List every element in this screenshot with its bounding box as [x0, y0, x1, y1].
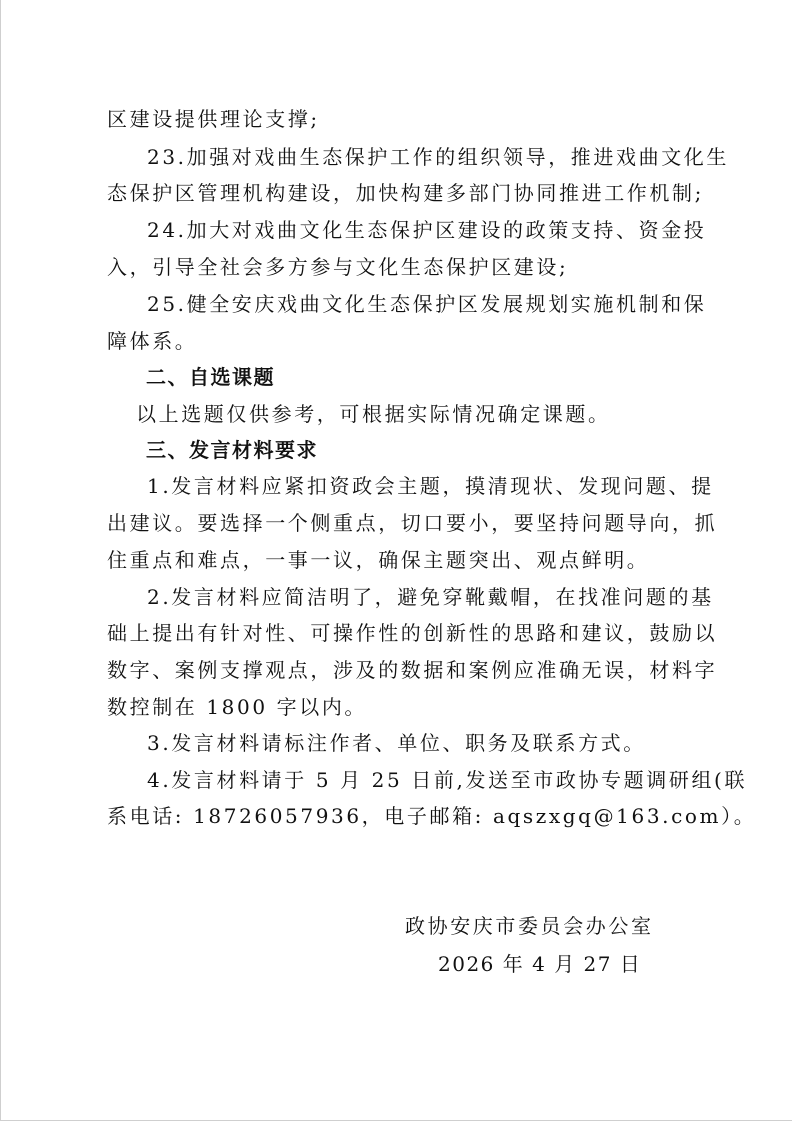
body-line: 出建议。要选择一个侧重点，切口要小，要坚持问题导向，抓 — [107, 511, 718, 535]
body-line: 数字、案例支撑观点，涉及的数据和案例应准确无误，材料字 — [107, 658, 718, 682]
body-line: 2.发言材料应简洁明了，避免穿靴戴帽，在找准问题的基 — [147, 585, 714, 609]
body-line: 区建设提供理论支撑; — [107, 107, 320, 131]
body-line: 住重点和难点，一事一议，确保主题突出、观点鲜明。 — [107, 548, 650, 572]
body-line: 3.发言材料请标注作者、单位、职务及联系方式。 — [147, 731, 646, 755]
body-line: 障体系。 — [107, 329, 198, 353]
body-line: 24.加大对戏曲文化生态保护区建设的政策支持、资金投 — [147, 218, 707, 242]
body-line: 系电话: 18726057936，电子邮箱: aqszxgq@163.com）。 — [107, 804, 757, 828]
body-line: 4.发言材料请于 5 月 25 日前,发送至市政协专题调研组(联 — [147, 768, 748, 792]
body-line: 25.健全安庆戏曲文化生态保护区发展规划实施机制和保 — [147, 292, 707, 316]
section-heading: 二、自选课题 — [146, 365, 275, 389]
body-line: 以上选题仅供参考，可根据实际情况确定课题。 — [136, 402, 611, 426]
body-line: 1.发言材料应紧扣资政会主题，摸清现状、发现问题、提 — [147, 474, 714, 498]
body-line: 态保护区管理机构建设，加快构建多部门协同推进工作机制; — [107, 181, 704, 205]
section-heading: 三、发言材料要求 — [146, 438, 318, 462]
body-line: 础上提出有针对性、可操作性的创新性的思路和建议，鼓励以 — [107, 621, 718, 645]
body-line: 入，引导全社会多方参与文化生态保护区建设; — [107, 255, 569, 279]
body-line: 数控制在 1800 字以内。 — [107, 695, 368, 719]
body-line: 23.加强对戏曲生态保护工作的组织领导，推进戏曲文化生 — [147, 145, 730, 169]
signature-date: 2026 年 4 月 27 日 — [438, 952, 642, 976]
signature-org: 政协安庆市委员会办公室 — [405, 914, 654, 938]
